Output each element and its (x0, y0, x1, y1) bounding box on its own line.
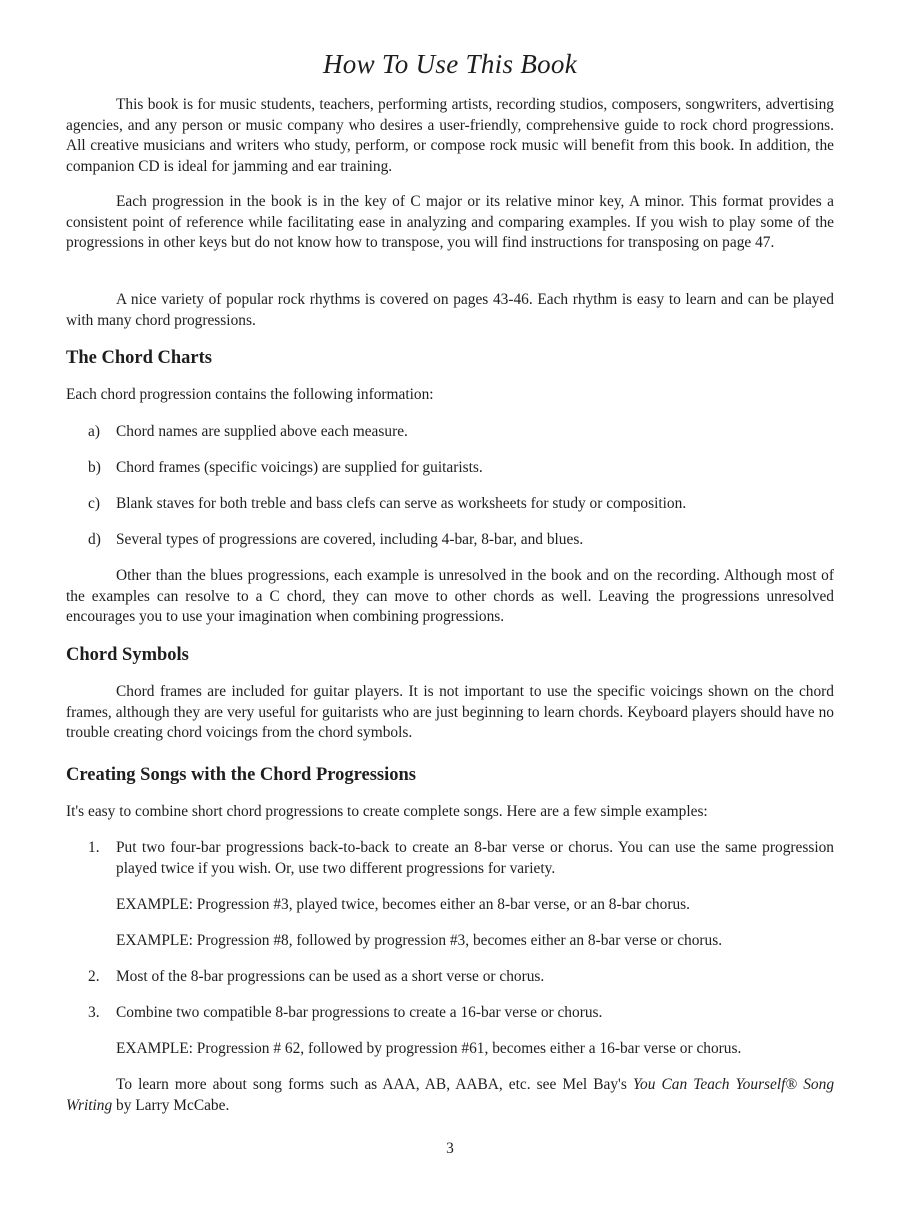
page-title: How To Use This Book (322, 49, 578, 79)
chord-symbols-paragraph: Chord frames are included for guitar players. It is not important to use the specific voicings shown on the chord frames, although they are very useful for guitarists who are just beginning to learn chords. Keyboard players should have no trouble creating chord voicings from the chord symbols. (66, 683, 834, 742)
intro-paragraph-2: Each progression in the book is in the key of C major or its relative minor key, A minor. This format provides a consistent point of reference while facilitating ease in analyzing and comparing examples. If you wish to play some of the progressions in other keys but do not know how to transpose, you will find instructions for transposing on page 47. (66, 193, 834, 252)
list-marker: 1. (88, 839, 100, 856)
book-title-part-1: You Can Teach Yourself® (632, 1076, 798, 1093)
closing-suffix: by Larry McCabe. (112, 1096, 230, 1114)
list-marker: 2. (88, 968, 100, 985)
example-line: EXAMPLE: Progression #3, played twice, becomes either an 8-bar verse, or an 8-bar chorus. (116, 896, 690, 913)
list-marker: a) (88, 423, 100, 440)
page-number: 3 (446, 1140, 454, 1157)
example-line: EXAMPLE: Progression #8, followed by progression #3, becomes either an 8-bar verse or chorus. (116, 932, 723, 949)
list-item-text: Most of the 8-bar progressions can be used as a short verse or chorus. (116, 968, 545, 985)
intro-paragraph-1: This book is for music students, teachers, performing artists, recording studios, composers, songwriters, advertising agencies, and any person or music company who desires a user-friendly, comprehensive guide to rock chord progressions. All creative musicians and writers who study, perform, or compose rock music will benefit from this book. In addition, the companion CD is ideal for jamming and ear training. (66, 96, 834, 176)
closing-paragraph (66, 1075, 834, 1116)
list-marker: 3. (88, 1004, 100, 1021)
heading-chord-symbols: Chord Symbols (66, 645, 189, 665)
list-item-text: Chord frames (specific voicings) are supplied for guitarists. (116, 459, 483, 476)
list-item-text: Combine two compatible 8-bar progressions to create a 16-bar verse or chorus. (116, 1004, 603, 1021)
intro-paragraph-3: A nice variety of popular rock rhythms is covered on pages 43-46. Each rhythm is easy to learn and can be played with many chord progressions. (66, 291, 834, 329)
list-item-text: Several types of progressions are covered, including 4-bar, 8-bar, and blues. (116, 531, 584, 548)
book-title-part-2: Song Writing (66, 1076, 835, 1114)
chord-charts-after-paragraph: Other than the blues progressions, each example is unresolved in the book and on the recording. Although most of the examples can resolve to a C chord, they can move to other chords as well. Leaving the progressions unresolved encourages you to use your imagination when combining progressions. (66, 567, 834, 626)
list-marker: d) (88, 531, 101, 548)
list-item-text: Put two four-bar progressions back-to-back to create an 8-bar verse or chorus. You can use the same progression played twice if you wish. Or, use two different progressions for variety. (116, 839, 834, 877)
creating-songs-lead: It's easy to combine short chord progressions to create complete songs. Here are a few simple examples: (66, 803, 708, 820)
closing-prefix: To learn more about song forms such as AAA, AB, AABA, etc. see Mel Bay's (116, 1076, 633, 1093)
heading-creating-songs: Creating Songs with the Chord Progressions (66, 765, 416, 785)
list-marker: b) (88, 459, 101, 476)
list-item-text: Chord names are supplied above each measure. (116, 423, 408, 440)
chord-charts-lead: Each chord progression contains the following information: (66, 386, 434, 403)
list-item-text: Blank staves for both treble and bass clefs can serve as worksheets for study or composition. (116, 495, 687, 512)
list-marker: c) (88, 495, 100, 512)
example-line: EXAMPLE: Progression # 62, followed by progression #61, becomes either a 16-bar verse or chorus. (116, 1040, 742, 1057)
heading-chord-charts: The Chord Charts (66, 348, 212, 368)
